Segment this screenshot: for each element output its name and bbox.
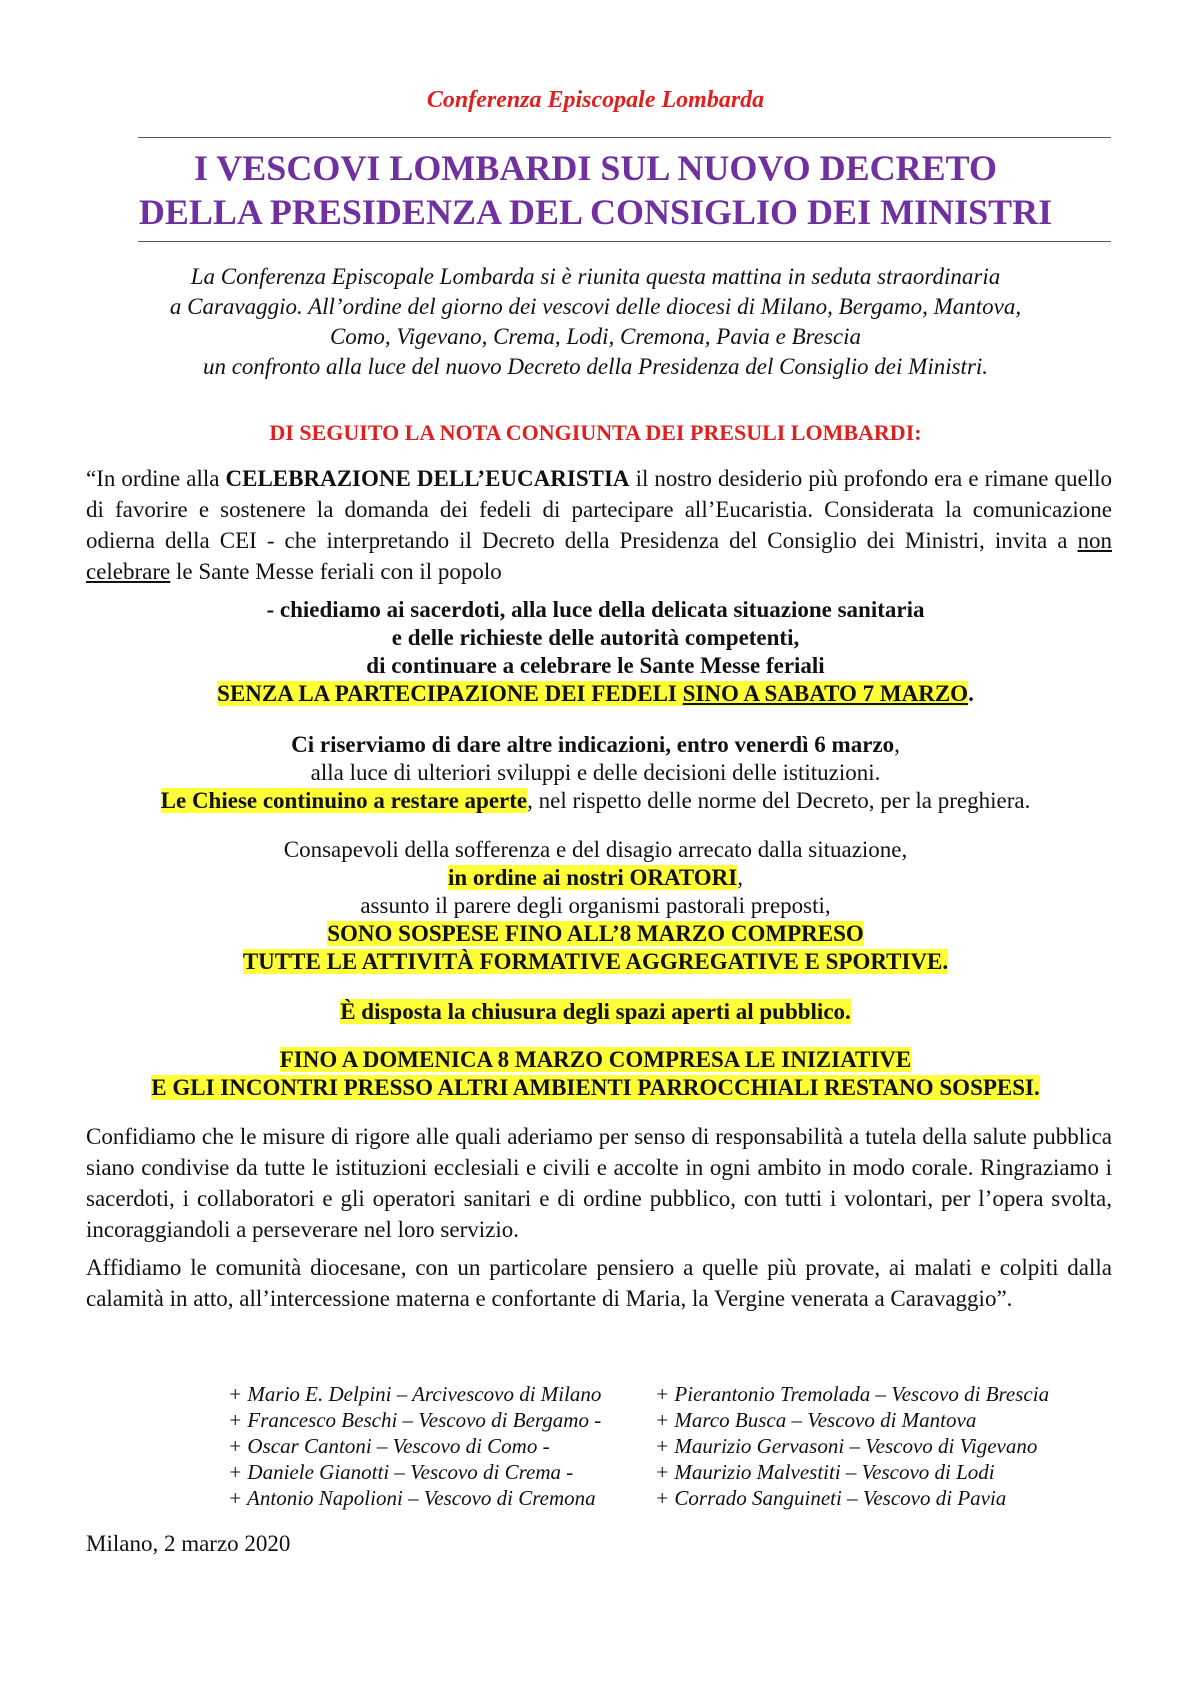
priests-request-block [0, 596, 1191, 708]
closure-block [0, 998, 1191, 1026]
signatures-right-column [655, 1381, 1049, 1511]
note-heading: DI SEGUITO LA NOTA CONGIUNTA DEI PRESULI LOMBARDI: [269, 420, 922, 445]
parish-initiatives-block [0, 1046, 1191, 1102]
signature-line: + Corrado Sanguineti – Vescovo di Pavia [655, 1486, 1007, 1510]
signature-line: + Mario E. Delpini – Arcivescovo di Milano [228, 1382, 602, 1406]
indications-bold: Ci riserviamo di dare altre indicazioni, entro venerdì 6 marzo [291, 732, 895, 757]
title-top-rule [138, 137, 1111, 138]
no-faithful-highlight: SENZA LA PARTECIPAZIONE DEI FEDELI [217, 681, 683, 706]
confidiamo-paragraph: Confidiamo che le misure di rigore alle quali aderiamo per senso di responsabilità a tutela della salute pubblica siano condivise da tutte le istituzioni ecclesiali e civili e accolte in ogni ambito in modo corale. Ringraziamo i sacerdoti, i collaboratori e gli operatori sanitari e di ordine pubblico, con tutti i volontari, per l’opera svolta, incoraggiandoli a perseverare nel loro servizio. [86, 1124, 1112, 1242]
indications-line-3 [0, 787, 1191, 815]
oratori-block [0, 836, 1191, 976]
affidiamo-paragraph: Affidiamo le comunità diocesane, con un particolare pensiero a quelle più provate, ai malati e colpiti dalla calamità in atto, all’intercessione materna e confortante di Maria, la Vergine venerata a Caravaggio”. [86, 1255, 1112, 1311]
oratori-line-1: Consapevoli della sofferenza e del disagio arrecato dalla situazione, [283, 837, 908, 862]
oratori-comma: , [737, 865, 743, 890]
intro-paragraph [0, 262, 1191, 382]
signature-line: + Francesco Beschi – Vescovo di Bergamo - [228, 1408, 602, 1432]
non-celebrare-underlined: non celebrare [86, 528, 1112, 584]
signature-line: + Antonio Napolioni – Vescovo di Cremona [228, 1486, 596, 1510]
eucharist-rest-2: le Sante Messe feriali con il popolo [170, 559, 502, 584]
signature-line: + Maurizio Gervasoni – Vescovo di Vigevano [655, 1434, 1038, 1458]
eucharist-rest-1: il nostro desiderio più profondo era e rimane quello di favorire e sostenere la domanda dei fedeli di partecipare all’Eucaristia. Considerata la comunicazione odierna della CEI - che interpretando il Decreto della Presidenza del Consiglio dei Ministri, invita a [86, 466, 1112, 553]
signature-line: + Marco Busca – Vescovo di Mantova [655, 1408, 977, 1432]
intro-line-4: un confronto alla luce del nuovo Decreto della Presidenza del Consiglio dei Ministri. [202, 354, 989, 379]
document-date: Milano, 2 marzo 2020 [86, 1531, 291, 1556]
priests-line-4-end: . [968, 681, 974, 706]
churches-open-highlight: Le Chiese continuino a restare aperte [160, 788, 528, 813]
signature-line: + Pierantonio Tremolada – Vescovo di Brescia [655, 1382, 1050, 1406]
signature-line: + Maurizio Malvestiti – Vescovo di Lodi [655, 1460, 995, 1484]
document-title [0, 146, 1191, 234]
priests-line-2: e delle richieste delle autorità competenti, [391, 625, 800, 650]
title-line-1: I VESCOVI LOMBARDI SUL NUOVO DECRETO [193, 148, 998, 188]
suspended-highlight: SONO SOSPESE FINO ALL’8 MARZO COMPRESO [327, 921, 864, 946]
priests-line-1: - chiediamo ai sacerdoti, alla luce della delicata situazione sanitaria [266, 597, 925, 622]
oratori-highlight: in ordine ai nostri ORATORI [448, 865, 738, 890]
eucharist-lead: “In ordine alla [86, 466, 226, 491]
parish-highlight-2: E GLI INCONTRI PRESSO ALTRI AMBIENTI PARROCCHIALI RESTANO SOSPESI. [151, 1075, 1040, 1100]
until-saturday-highlight: SINO A SABATO 7 MARZO [682, 681, 969, 706]
title-line-2: DELLA PRESIDENZA DEL CONSIGLIO DEI MINISTRI [138, 192, 1053, 232]
eucharist-bold: CELEBRAZIONE DELL’EUCARISTIA [225, 466, 630, 491]
intro-line-3: Como, Vigevano, Crema, Lodi, Cremona, Pavia e Brescia [329, 324, 862, 349]
further-indications-block [0, 731, 1191, 815]
parish-line-2 [0, 1074, 1191, 1102]
oratori-line-4 [0, 920, 1191, 948]
intro-line-1: La Conferenza Episcopale Lombarda si è riunita questa mattina in seduta straordinaria [190, 264, 1001, 289]
signatures-left-column [228, 1381, 601, 1511]
oratori-line-2 [0, 864, 1191, 892]
indications-line-2: alla luce di ulteriori sviluppi e delle decisioni delle istituzioni. [310, 760, 881, 785]
priests-line-4 [0, 680, 1191, 708]
signature-line: + Oscar Cantoni – Vescovo di Como - [228, 1434, 550, 1458]
activities-highlight: TUTTE LE ATTIVITÀ FORMATIVE AGGREGATIVE E SPORTIVE. [242, 949, 949, 974]
signature-line: + Daniele Gianotti – Vescovo di Crema - [228, 1460, 574, 1484]
oratori-line-3: assunto il parere degli organismi pastorali preposti, [360, 893, 831, 918]
intro-line-2: a Caravaggio. All’ordine del giorno dei vescovi delle diocesi di Milano, Bergamo, Mantova, [169, 294, 1022, 319]
priests-line-3: di continuare a celebrare le Sante Messe feriali [366, 653, 825, 678]
parish-line-1 [0, 1046, 1191, 1074]
title-bottom-rule [138, 241, 1111, 242]
eucharist-paragraph [86, 463, 1112, 587]
oratori-line-5 [0, 948, 1191, 976]
closure-highlight: È disposta la chiusura degli spazi aperti al pubblico. [340, 999, 851, 1024]
indications-line-1 [0, 731, 1191, 759]
indications-comma: , [894, 732, 900, 757]
churches-open-tail: , nel rispetto delle norme del Decreto, per la preghiera. [527, 788, 1031, 813]
parish-highlight-1: FINO A DOMENICA 8 MARZO COMPRESA LE INIZIATIVE [279, 1047, 912, 1072]
organization-name: Conferenza Episcopale Lombarda [426, 87, 765, 113]
